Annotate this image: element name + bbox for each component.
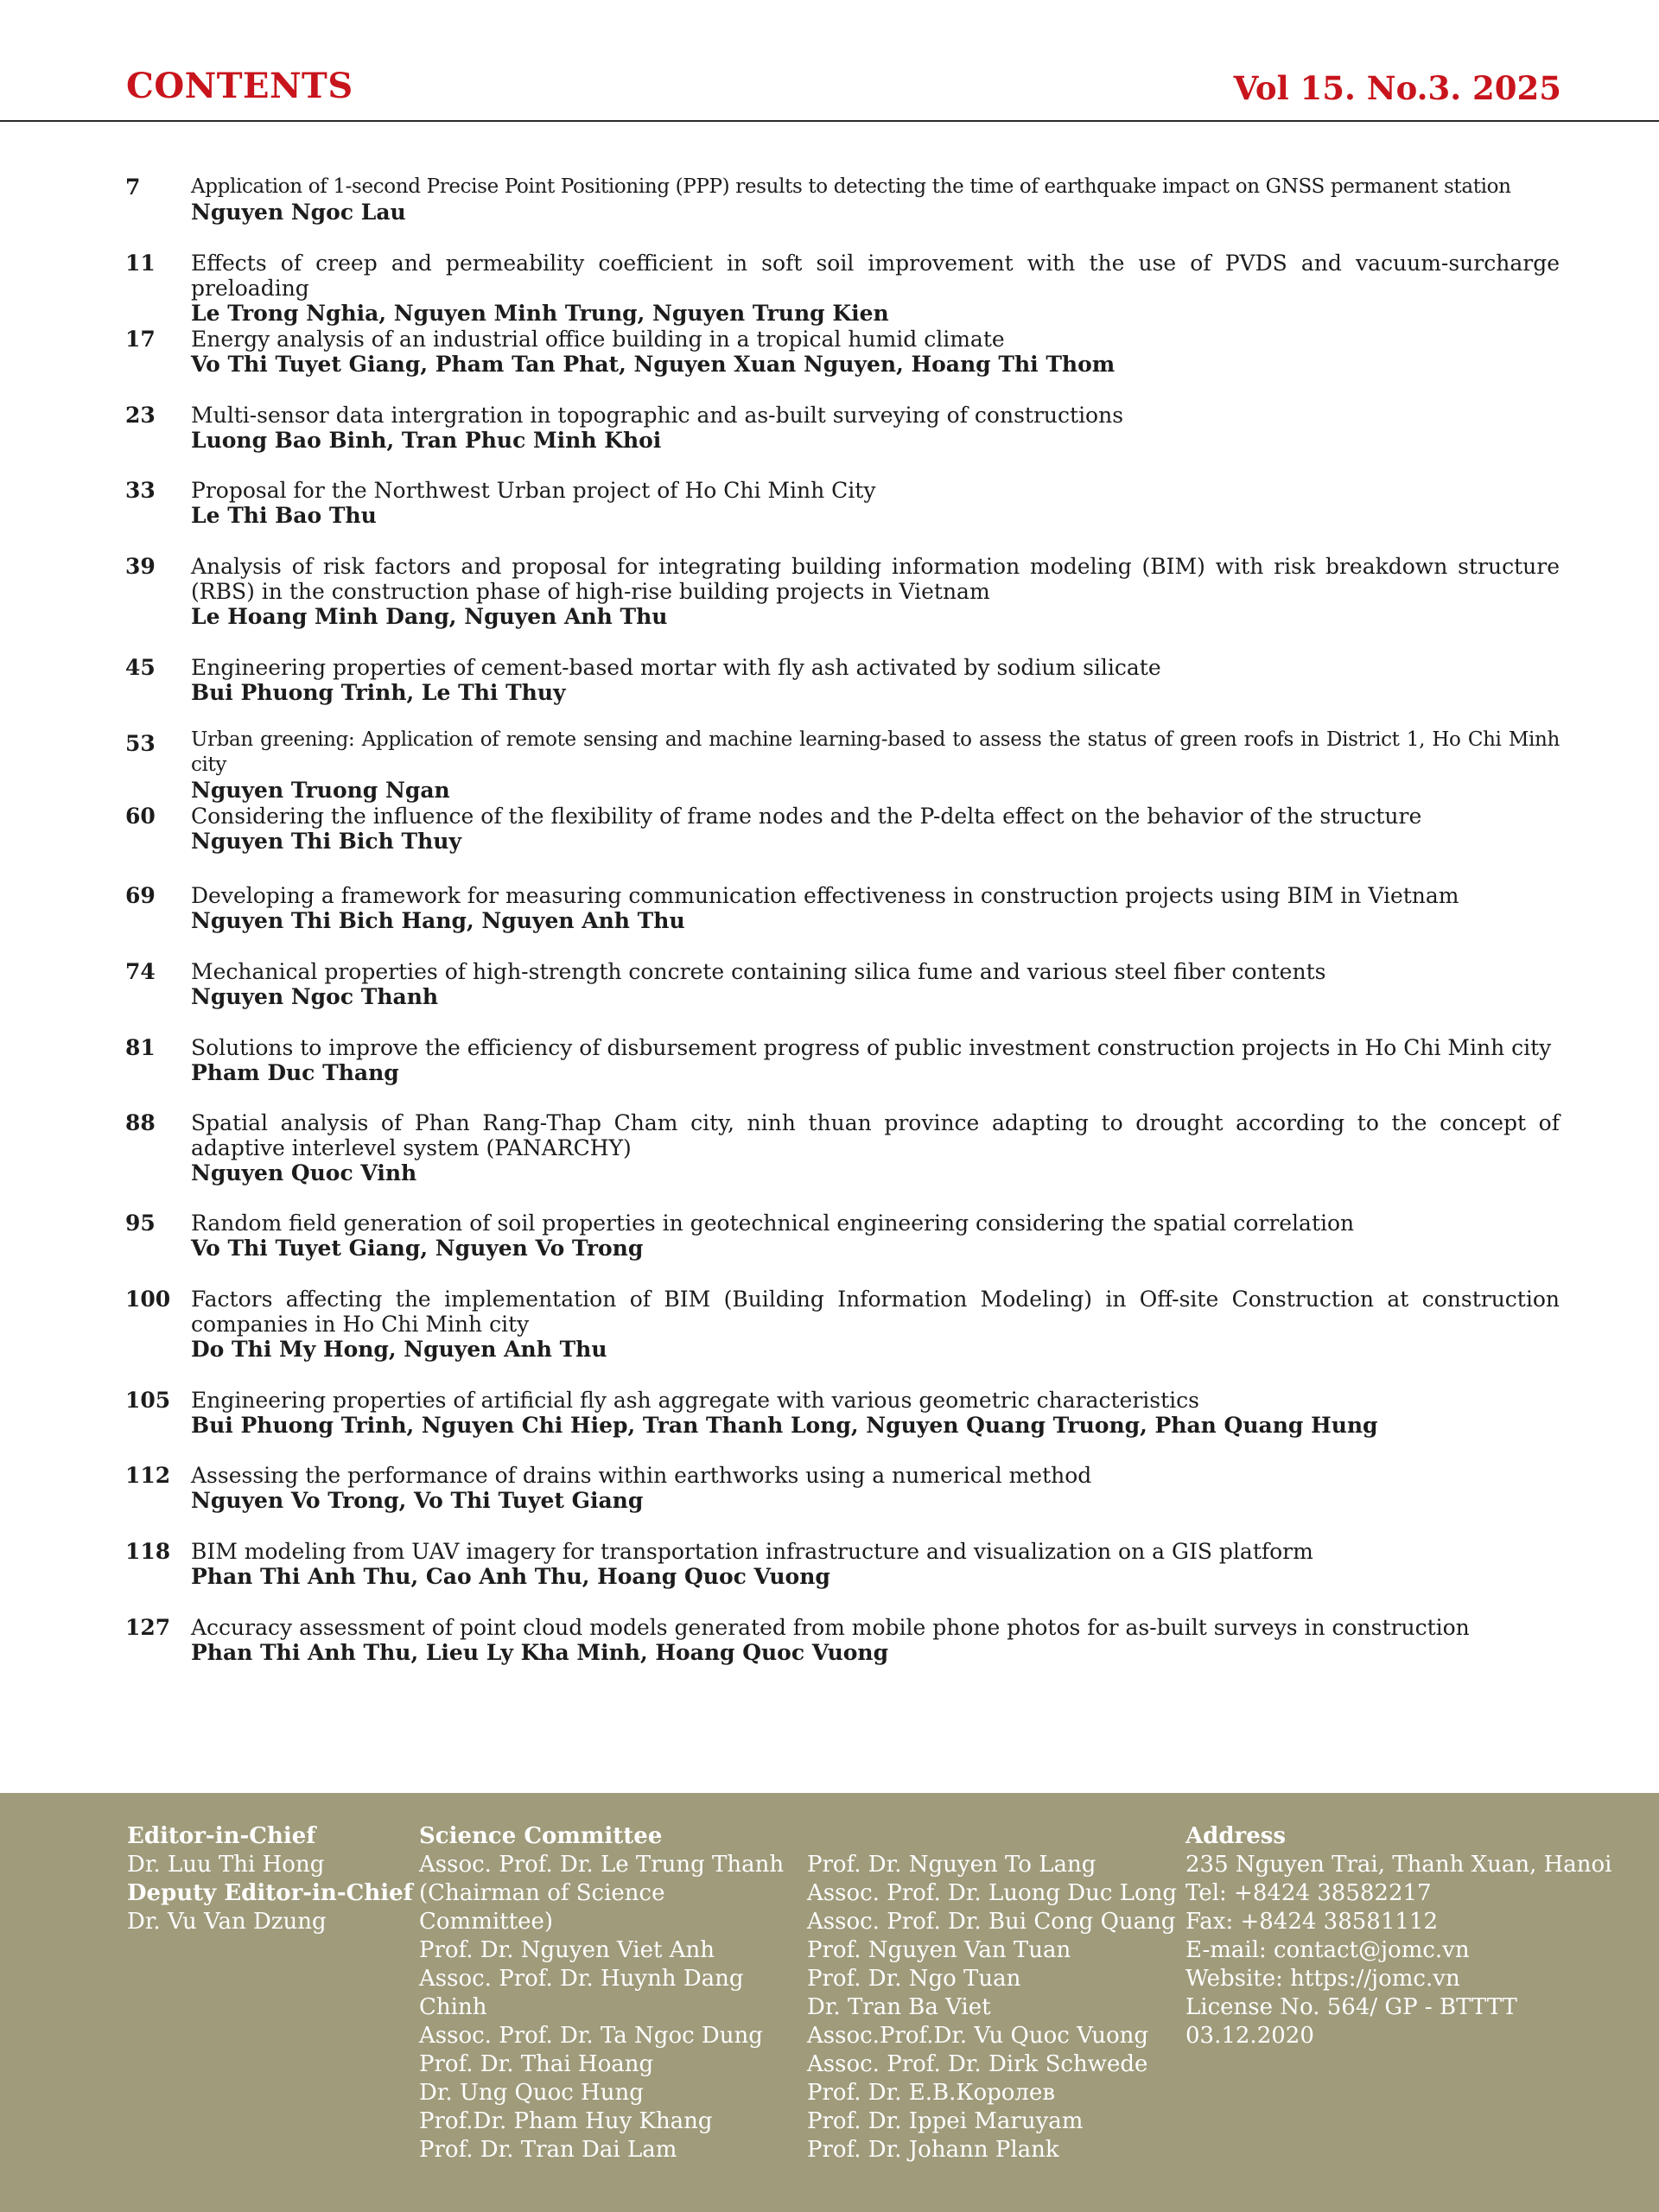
article-title: Accuracy assessment of point cloud models generated from mobile phone photos for as-built surveys in construction <box>191 1615 1470 1640</box>
page-number: 127 <box>125 1615 171 1640</box>
article-authors: Nguyen Truong Ngan <box>191 778 450 803</box>
page-number: 112 <box>125 1463 171 1488</box>
committee-member: Prof. Dr. Ippei Maruyam <box>807 2108 1084 2134</box>
page-number: 60 <box>125 804 156 829</box>
address-line: Tel: +8424 38582217 <box>1185 1880 1432 1906</box>
article-authors: Pham Duc Thang <box>191 1060 399 1085</box>
committee-member: Prof. Dr. Johann Plank <box>807 2137 1059 2163</box>
committee-column-2 <box>807 1851 1177 2164</box>
page-number: 118 <box>125 1539 171 1564</box>
page-number: 74 <box>125 959 156 984</box>
committee-member: Dr. Tran Ba Viet <box>807 1994 991 2020</box>
contents-heading: CONTENTS <box>126 66 353 106</box>
editors-column <box>127 1822 413 1936</box>
committee-member: Assoc. Prof. Dr. Ta Ngoc Dung <box>419 2023 763 2049</box>
address-heading: Address <box>1185 1823 1287 1849</box>
page-number: 105 <box>125 1388 171 1413</box>
committee-member: Prof. Dr. Ngo Tuan <box>807 1966 1021 1992</box>
article-authors: Nguyen Thi Bich Thuy <box>191 829 462 854</box>
page-number: 88 <box>125 1110 156 1135</box>
address-line: Website: https://jomc.vn <box>1185 1966 1460 1992</box>
address-line: E-mail: contact@jomc.vn <box>1185 1937 1470 1963</box>
article-title: Spatial analysis of Phan Rang-Thap Cham city, ninh thuan province adapting to drought according to the concept of adaptive interlevel system (PANARCHY) <box>191 1110 1560 1160</box>
address-line: Fax: +8424 38581112 <box>1185 1909 1439 1935</box>
article-authors: Bui Phuong Trinh, Le Thi Thuy <box>191 680 566 705</box>
article-title: Engineering properties of cement-based mortar with fly ash activated by sodium silicate <box>191 655 1161 680</box>
committee-member: Assoc.Prof.Dr. Vu Quoc Vuong <box>807 2023 1148 2049</box>
deputy-name: Dr. Vu Van Dzung <box>127 1909 327 1935</box>
page-number: 45 <box>125 655 156 680</box>
article-title: Assessing the performance of drains within earthworks using a numerical method <box>191 1463 1092 1488</box>
article-title: Developing a framework for measuring communication effectiveness in construction projects using BIM in Vietnam <box>191 883 1459 908</box>
committee-member: Assoc. Prof. Dr. Luong Duc Long <box>807 1880 1177 1906</box>
committee-member: Chinh <box>419 1994 487 2020</box>
committee-member: Assoc. Prof. Dr. Le Trung Thanh <box>419 1852 785 1878</box>
committee-heading: Science Committee <box>419 1823 663 1849</box>
volume-label: Vol 15. No.3. 2025 <box>1233 69 1561 107</box>
article-title: Engineering properties of artificial fly ash aggregate with various geometric characteristics <box>191 1388 1199 1413</box>
article-title: Multi-sensor data intergration in topographic and as-built surveying of constructions <box>191 403 1124 428</box>
page-number: 11 <box>125 251 156 276</box>
committee-member: (Chairman of Science <box>419 1880 665 1906</box>
article-title: Considering the influence of the flexibility of frame nodes and the P-delta effect on the behavior of the structure <box>191 804 1422 829</box>
article-authors: Luong Bao Binh, Tran Phuc Minh Khoi <box>191 428 662 453</box>
article-authors: Nguyen Vo Trong, Vo Thi Tuyet Giang <box>191 1488 644 1513</box>
article-title: Proposal for the Northwest Urban project of Ho Chi Minh City <box>191 478 876 503</box>
article-authors: Nguyen Ngoc Thanh <box>191 984 439 1009</box>
editor-name: Dr. Luu Thi Hong <box>127 1852 325 1878</box>
article-authors: Le Trong Nghia, Nguyen Minh Trung, Nguyen Trung Kien <box>191 301 889 326</box>
committee-member: Assoc. Prof. Dr. Huynh Dang <box>419 1966 744 1992</box>
committee-member: Prof. Dr. E.B.Королев <box>807 2080 1055 2106</box>
page-number: 53 <box>125 731 156 756</box>
committee-member: Committee) <box>419 1909 553 1935</box>
article-title: BIM modeling from UAV imagery for transportation infrastructure and visualization on a GIS platform <box>191 1539 1313 1564</box>
article-authors: Phan Thi Anh Thu, Cao Anh Thu, Hoang Quoc Vuong <box>191 1564 830 1589</box>
page-number: 23 <box>125 403 156 428</box>
article-authors: Phan Thi Anh Thu, Lieu Ly Kha Minh, Hoang Quoc Vuong <box>191 1640 889 1665</box>
deputy-heading: Deputy Editor-in-Chief <box>127 1880 413 1906</box>
article-title: Factors affecting the implementation of BIM (Building Information Modeling) in Off-site Construction at construction companies in Ho Chi Minh city <box>191 1287 1560 1337</box>
article-authors: Vo Thi Tuyet Giang, Pham Tan Phat, Nguyen Xuan Nguyen, Hoang Thi Thom <box>191 352 1116 377</box>
article-authors: Do Thi My Hong, Nguyen Anh Thu <box>191 1337 607 1362</box>
article-authors: Nguyen Thi Bich Hang, Nguyen Anh Thu <box>191 908 685 933</box>
address-line: 235 Nguyen Trai, Thanh Xuan, Hanoi <box>1185 1852 1612 1878</box>
article-title: Application of 1-second Precise Point Positioning (PPP) results to detecting the time of earthquake impact on GNSS permanent station <box>191 175 1511 198</box>
address-line: License No. 564/ GP - BTTTT <box>1185 1994 1517 2020</box>
page-number: 95 <box>125 1211 156 1236</box>
article-title: Energy analysis of an industrial office building in a tropical humid climate <box>191 327 1005 352</box>
article-authors: Nguyen Quoc Vinh <box>191 1160 417 1185</box>
page-number: 39 <box>125 554 156 579</box>
article-title: Analysis of risk factors and proposal for integrating building information modeling (BIM) with risk breakdown structure (RBS) in the construction phase of high-rise building projects in Vietnam <box>191 554 1560 604</box>
page-number: 69 <box>125 883 156 908</box>
article-authors: Nguyen Ngoc Lau <box>191 200 406 225</box>
article-authors: Le Hoang Minh Dang, Nguyen Anh Thu <box>191 604 668 629</box>
committee-member: Prof. Dr. Tran Dai Lam <box>419 2137 677 2163</box>
page-number: 7 <box>125 175 141 200</box>
article-authors: Bui Phuong Trinh, Nguyen Chi Hiep, Tran Thanh Long, Nguyen Quang Truong, Phan Quang Hung <box>191 1413 1378 1438</box>
page-number: 33 <box>125 478 156 503</box>
committee-member: Dr. Ung Quoc Hung <box>419 2080 644 2106</box>
article-title: Random field generation of soil properties in geotechnical engineering considering the spatial correlation <box>191 1211 1355 1236</box>
committee-member: Assoc. Prof. Dr. Dirk Schwede <box>807 2051 1148 2077</box>
committee-member: Prof. Dr. Nguyen Viet Anh <box>419 1937 715 1963</box>
committee-member: Prof. Dr. Thai Hoang <box>419 2051 654 2077</box>
page-number: 81 <box>125 1035 156 1060</box>
article-authors: Le Thi Bao Thu <box>191 503 377 528</box>
committee-member: Prof.Dr. Pham Huy Khang <box>419 2108 713 2134</box>
committee-column-1 <box>419 1822 784 2164</box>
address-line: 03.12.2020 <box>1185 2023 1314 2049</box>
page-number: 17 <box>125 327 156 352</box>
article-title: Effects of creep and permeability coefficient in soft soil improvement with the use of PVDS and vacuum-surcharge preloading <box>191 251 1560 301</box>
address-column <box>1185 1822 1612 2050</box>
committee-member: Prof. Nguyen Van Tuan <box>807 1937 1071 1963</box>
page-header <box>0 0 1659 122</box>
page-number: 100 <box>125 1287 171 1312</box>
editor-heading: Editor-in-Chief <box>127 1823 316 1849</box>
article-title: Solutions to improve the efficiency of disbursement progress of public investment construction projects in Ho Chi Minh city <box>191 1035 1552 1060</box>
masthead-footer <box>0 1793 1659 2212</box>
article-authors: Vo Thi Tuyet Giang, Nguyen Vo Trong <box>191 1236 644 1261</box>
article-title: Urban greening: Application of remote sensing and machine learning-based to assess the status of green roofs in District 1, Ho Chi Minh city <box>191 728 1560 776</box>
article-title: Mechanical properties of high-strength concrete containing silica fume and various steel fiber contents <box>191 959 1326 984</box>
committee-member: Prof. Dr. Nguyen To Lang <box>807 1852 1096 1878</box>
committee-member: Assoc. Prof. Dr. Bui Cong Quang <box>807 1909 1176 1935</box>
